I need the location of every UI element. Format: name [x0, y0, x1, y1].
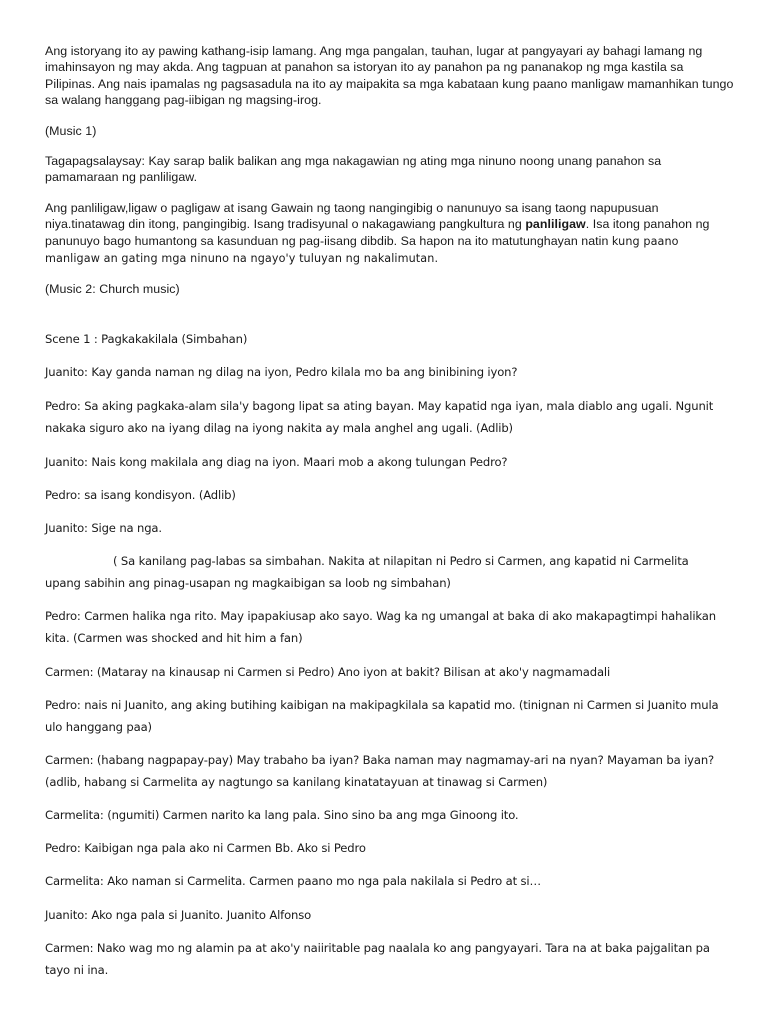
dialogue-line: Carmen: (habang nagpapay-pay) May trabaho ba iyan? Baka naman may nagmamay-ari na nyan? Mayaman ba iyan? [45, 753, 715, 767]
dialogue-line-cont: ulo hanggang paa) [45, 720, 152, 734]
panliligaw-paragraph [45, 200, 735, 268]
intro-section [45, 43, 735, 298]
dialogue-line: Juanito: Kay ganda naman ng dilag na iyon, Pedro kilala mo ba ang binibining iyon? [45, 365, 518, 379]
panliligaw-bold-term: panliligaw [525, 217, 586, 232]
panliligaw-text-start: Ang panliligaw,ligaw o pagligaw at isang Gawain ng taong nangingibig o nanunuyo sa isang taong napupusuan niya.tinatawag din itong, pangingibig. Isang tradisyunal o nakagawiang pangkultura ng [45, 200, 659, 232]
dialogue-line: Carmen: Nako wag mo ng alamin pa at ako'y naiiritable pag naalala ko ang pangyayari. Tara na at baka pajgalitan pa [45, 941, 710, 955]
dialogue-line: Juanito: Ako nga pala si Juanito. Juanito Alfonso [45, 908, 312, 922]
dialogue-line: Juanito: Nais kong makilala ang diag na iyon. Maari mob a akong tulungan Pedro? [45, 455, 508, 469]
disclaimer-paragraph: Ang istoryang ito ay pawing kathang-isip lamang. Ang mga pangalan, tauhan, lugar at pangyayari ay bahagi lamang ng imahinsayon ng may akda. Ang tagpuan at panahon sa istoryan ito ay panahon pa ng pananakop ng mga kastila sa Pilipinas. Ang nais ipamalas ng pagsasadula na ito ay maipakita sa mga kabataan kung paano manligaw mamanhikan tungo sa walang hanggang pag-iibigan ng magsing-irog. [45, 44, 734, 108]
stage-direction-cont: upang sabihin ang pinag-usapan ng magkaibigan sa loob ng simbahan) [45, 576, 451, 590]
scene-heading: Scene 1 : Pagkakakilala (Simbahan) [45, 332, 248, 346]
panliligaw-text-mid: . Isa itong panahon ng panunuyo bago humantong sa kasunduan ng pag-iisang dibdib. Sa hapon na ito matutunghayan natin [45, 217, 710, 248]
dialogue-line: Carmen: (Mataray na kinausap ni Carmen si Pedro) Ano iyon at bakit? Bilisan at ako'y nagmamadali [45, 665, 611, 679]
dialogue-line: Juanito: Sige na nga. [45, 521, 162, 535]
music-cue-1: (Music 1) [45, 123, 97, 138]
dialogue-line: Carmelita: (ngumiti) Carmen narito ka lang pala. Sino sino ba ang mga Ginoong ito. [45, 808, 519, 822]
music-cue-2: (Music 2: Church music) [45, 282, 180, 297]
stage-direction [45, 550, 735, 572]
dialogue-line: Pedro: Kaibigan nga pala ako ni Carmen Bb. Ako si Pedro [45, 841, 366, 855]
dialogue-line: Carmelita: Ako naman si Carmelita. Carmen paano mo nga pala nakilala si Pedro at si… [45, 874, 541, 888]
stage-direction-text: ( Sa kanilang pag-labas sa simbahan. Nakita at nilapitan ni Pedro si Carmen, ang kapatid ni Carmelita [113, 554, 689, 568]
dialogue-line-cont: (adlib, habang si Carmelita ay nagtungo sa kanilang kinatatayuan at tinawag si Carmen) [45, 775, 548, 789]
panliligaw-text-end: kung paano manligaw an gating mga ninuno na ngayo'y tuluyan ng nakalimutan. [45, 234, 679, 266]
dialogue-line-cont: kita. (Carmen was shocked and hit him a fan) [45, 631, 303, 645]
narrator-paragraph: Tagapagsalaysay: Kay sarap balik balikan ang mga nakagawian ng ating mga ninuno noong unang panahon sa pamamaraan ng panliligaw. [45, 154, 662, 185]
dialogue-line: Pedro: sa isang kondisyon. (Adlib) [45, 488, 236, 502]
dialogue-line: Pedro: Carmen halika nga rito. May ipapakiusap ako sayo. Wag ka ng umangal at baka di ako makapagtimpi hahalikan [45, 609, 716, 623]
dialogue-line: Pedro: Sa aking pagkaka-alam sila'y bagong lipat sa ating bayan. May kapatid nga iyan, mala diablo ang ugali. Ngunit [45, 399, 714, 413]
dialogue-line-cont: tayo ni ina. [45, 963, 109, 977]
dialogue-line: Pedro: nais ni Juanito, ang aking butihing kaibigan na makipagkilala sa kapatid mo. (tinignan ni Carmen si Juanito mula [45, 698, 719, 712]
dialogue-line-cont: nakaka siguro ako na iyang dilag na iyong nakita ay mala anghel ang ugali. (Adlib) [45, 421, 513, 435]
